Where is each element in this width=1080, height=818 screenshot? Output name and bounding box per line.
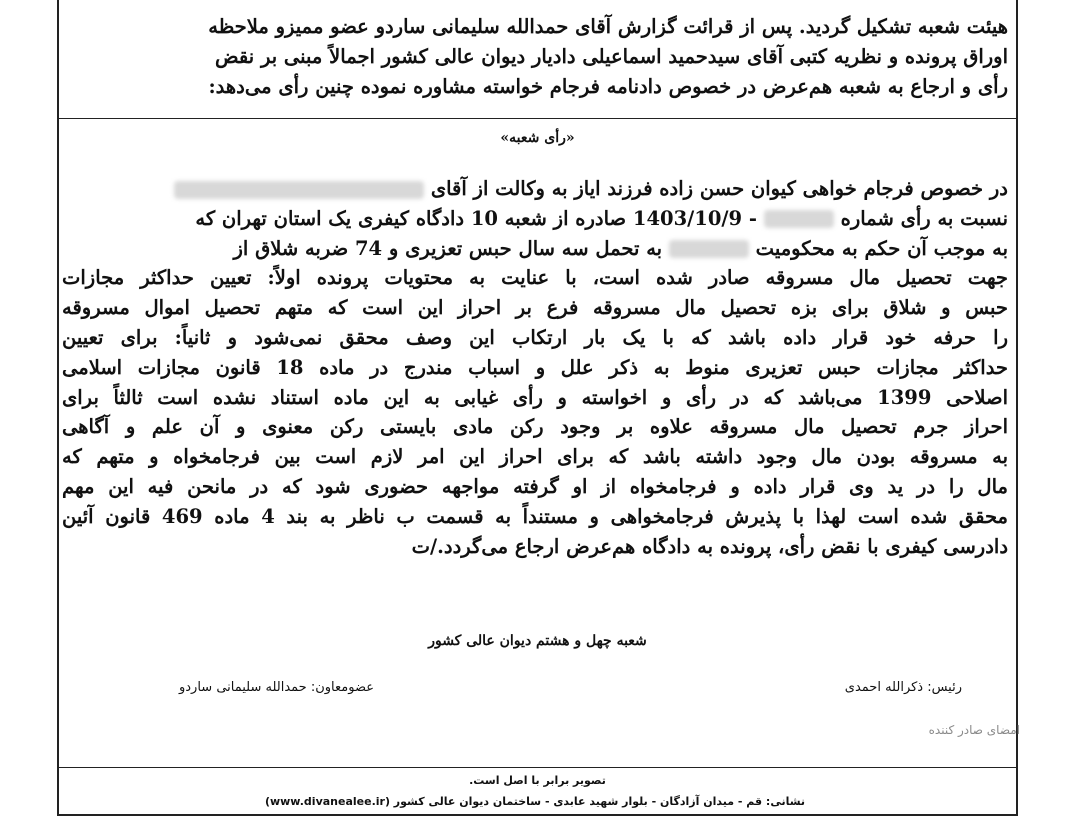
chief-signature: رئیس: ذکرالله احمدی [844,680,962,695]
intro-line-2: اوراق پرونده و نظریه کتبی آقای سیدحمید اسماعیلی دادیار دیوان عالی کشور اجمالاً مبنی بر نقض [214,44,1008,68]
verdict-line-2 [62,204,1008,234]
verdict-line-9: احراز جرم تحصیل مال مسروقه علاوه بر وجود رکن مادی بایستی رکن معنوی و آن علم و آگاهی [62,415,1008,439]
intro-line-1: هیئت شعبه تشکیل گردید. پس از قرائت گزارش آقای حمدالله سلیمانی ساردو عضو ممیزو ملاحظه [208,15,1008,38]
member-signature: عضومعاون: حمدالله سلیمانی ساردو [178,680,374,695]
verdict-line-1-text: در خصوص فرجام خواهی کیوان حسن زاده فرزند ایاز به وکالت از آقای [430,177,1008,200]
verdict-line-4: جهت تحصیل مال مسروقه صادر شده است، با عنایت به محتویات پرونده اولاً: تعیین حداکثر مجازات [62,266,1008,290]
verdict-line-2a: نسبت به رأی شماره [840,206,1008,230]
verdict-line-3 [62,234,1008,264]
verdict-heading: «رأی شعبه» [500,130,575,146]
certified-copy-note: تصویر برابر با اصل است. [469,774,606,787]
verdict-line-12: محقق شده است لهذا با پذیرش فرجامخواهی و مستنداً به قسمت ب ناظر به بند 4 ماده 469 قانون آئین [62,504,1008,528]
verdict-line-1 [62,174,1008,204]
verdict-line-13: دادرسی کیفری با نقض رأی، پرونده به دادگاه هم‌عرض ارجاع می‌گردد./ت [411,534,1008,558]
verdict-line-10: به مسروقه بودن مال وجود داشته باشد که برای احراز این امر لازم است بین فرجامخواه و متهم که [62,445,1008,469]
divider-top [57,118,1018,119]
intro-paragraph [62,12,1008,101]
intro-line-3: رأی و ارجاع به شعبه هم‌عرض در خصوص دادنامه فرجام خواسته مشاوره نموده چنین رأی می‌دهد: [208,74,1008,98]
redacted-number-block [764,210,834,228]
verdict-line-3b: به تحمل سه سال حبس تعزیری و 74 ضربه شلاق از [233,236,663,260]
verdict-paragraph [62,174,1008,561]
redacted-convict-block [669,240,749,258]
court-address: نشانی: قم - میدان آزادگان - بلوار شهید عابدی - ساختمان دیوان عالی کشور (www.divanealee.ir) [264,795,806,808]
redacted-name-block [174,181,424,199]
verdict-line-8: اصلاحی 1399 می‌باشد که در رأی و اخواسته و رأی غیابی به این ماده استناد نشده است ثالثاً برای [62,385,1008,409]
verdict-line-5: حبس و شلاق برای بزه تحصیل مال مسروقه فرع بر احراز این است که متهم تحصیل اموال مسروقه [62,296,1008,320]
verdict-line-3a: به موجب آن حکم به محکومیت [755,236,1008,260]
issuer-signature-label: امضای صادر کننده [928,723,1020,737]
verdict-line-11: مال را در ید وی قرار داده و فرجامخواه از او گرفته مواجهه حضوری شود که در مانحن فیه این مهم [62,474,1008,498]
verdict-line-2b: - 1403/10/9 صادره از شعبه 10 دادگاه کیفری یک استان تهران که [195,206,758,230]
verdict-line-7: حداکثر مجازات حبس تعزیری منوط به ذکر علل و اسباب مندرج در ماده 18 قانون مجازات اسلامی [62,355,1008,379]
verdict-line-6: را حرفه خود قرار داده باشد که با یک بار ارتکاب این وصف محقق نمی‌شود و ثانیاً: برای تعیین [62,325,1008,349]
court-branch-name: شعبه چهل و هشتم دیوان عالی کشور [428,633,647,649]
divider-footer [57,767,1018,768]
